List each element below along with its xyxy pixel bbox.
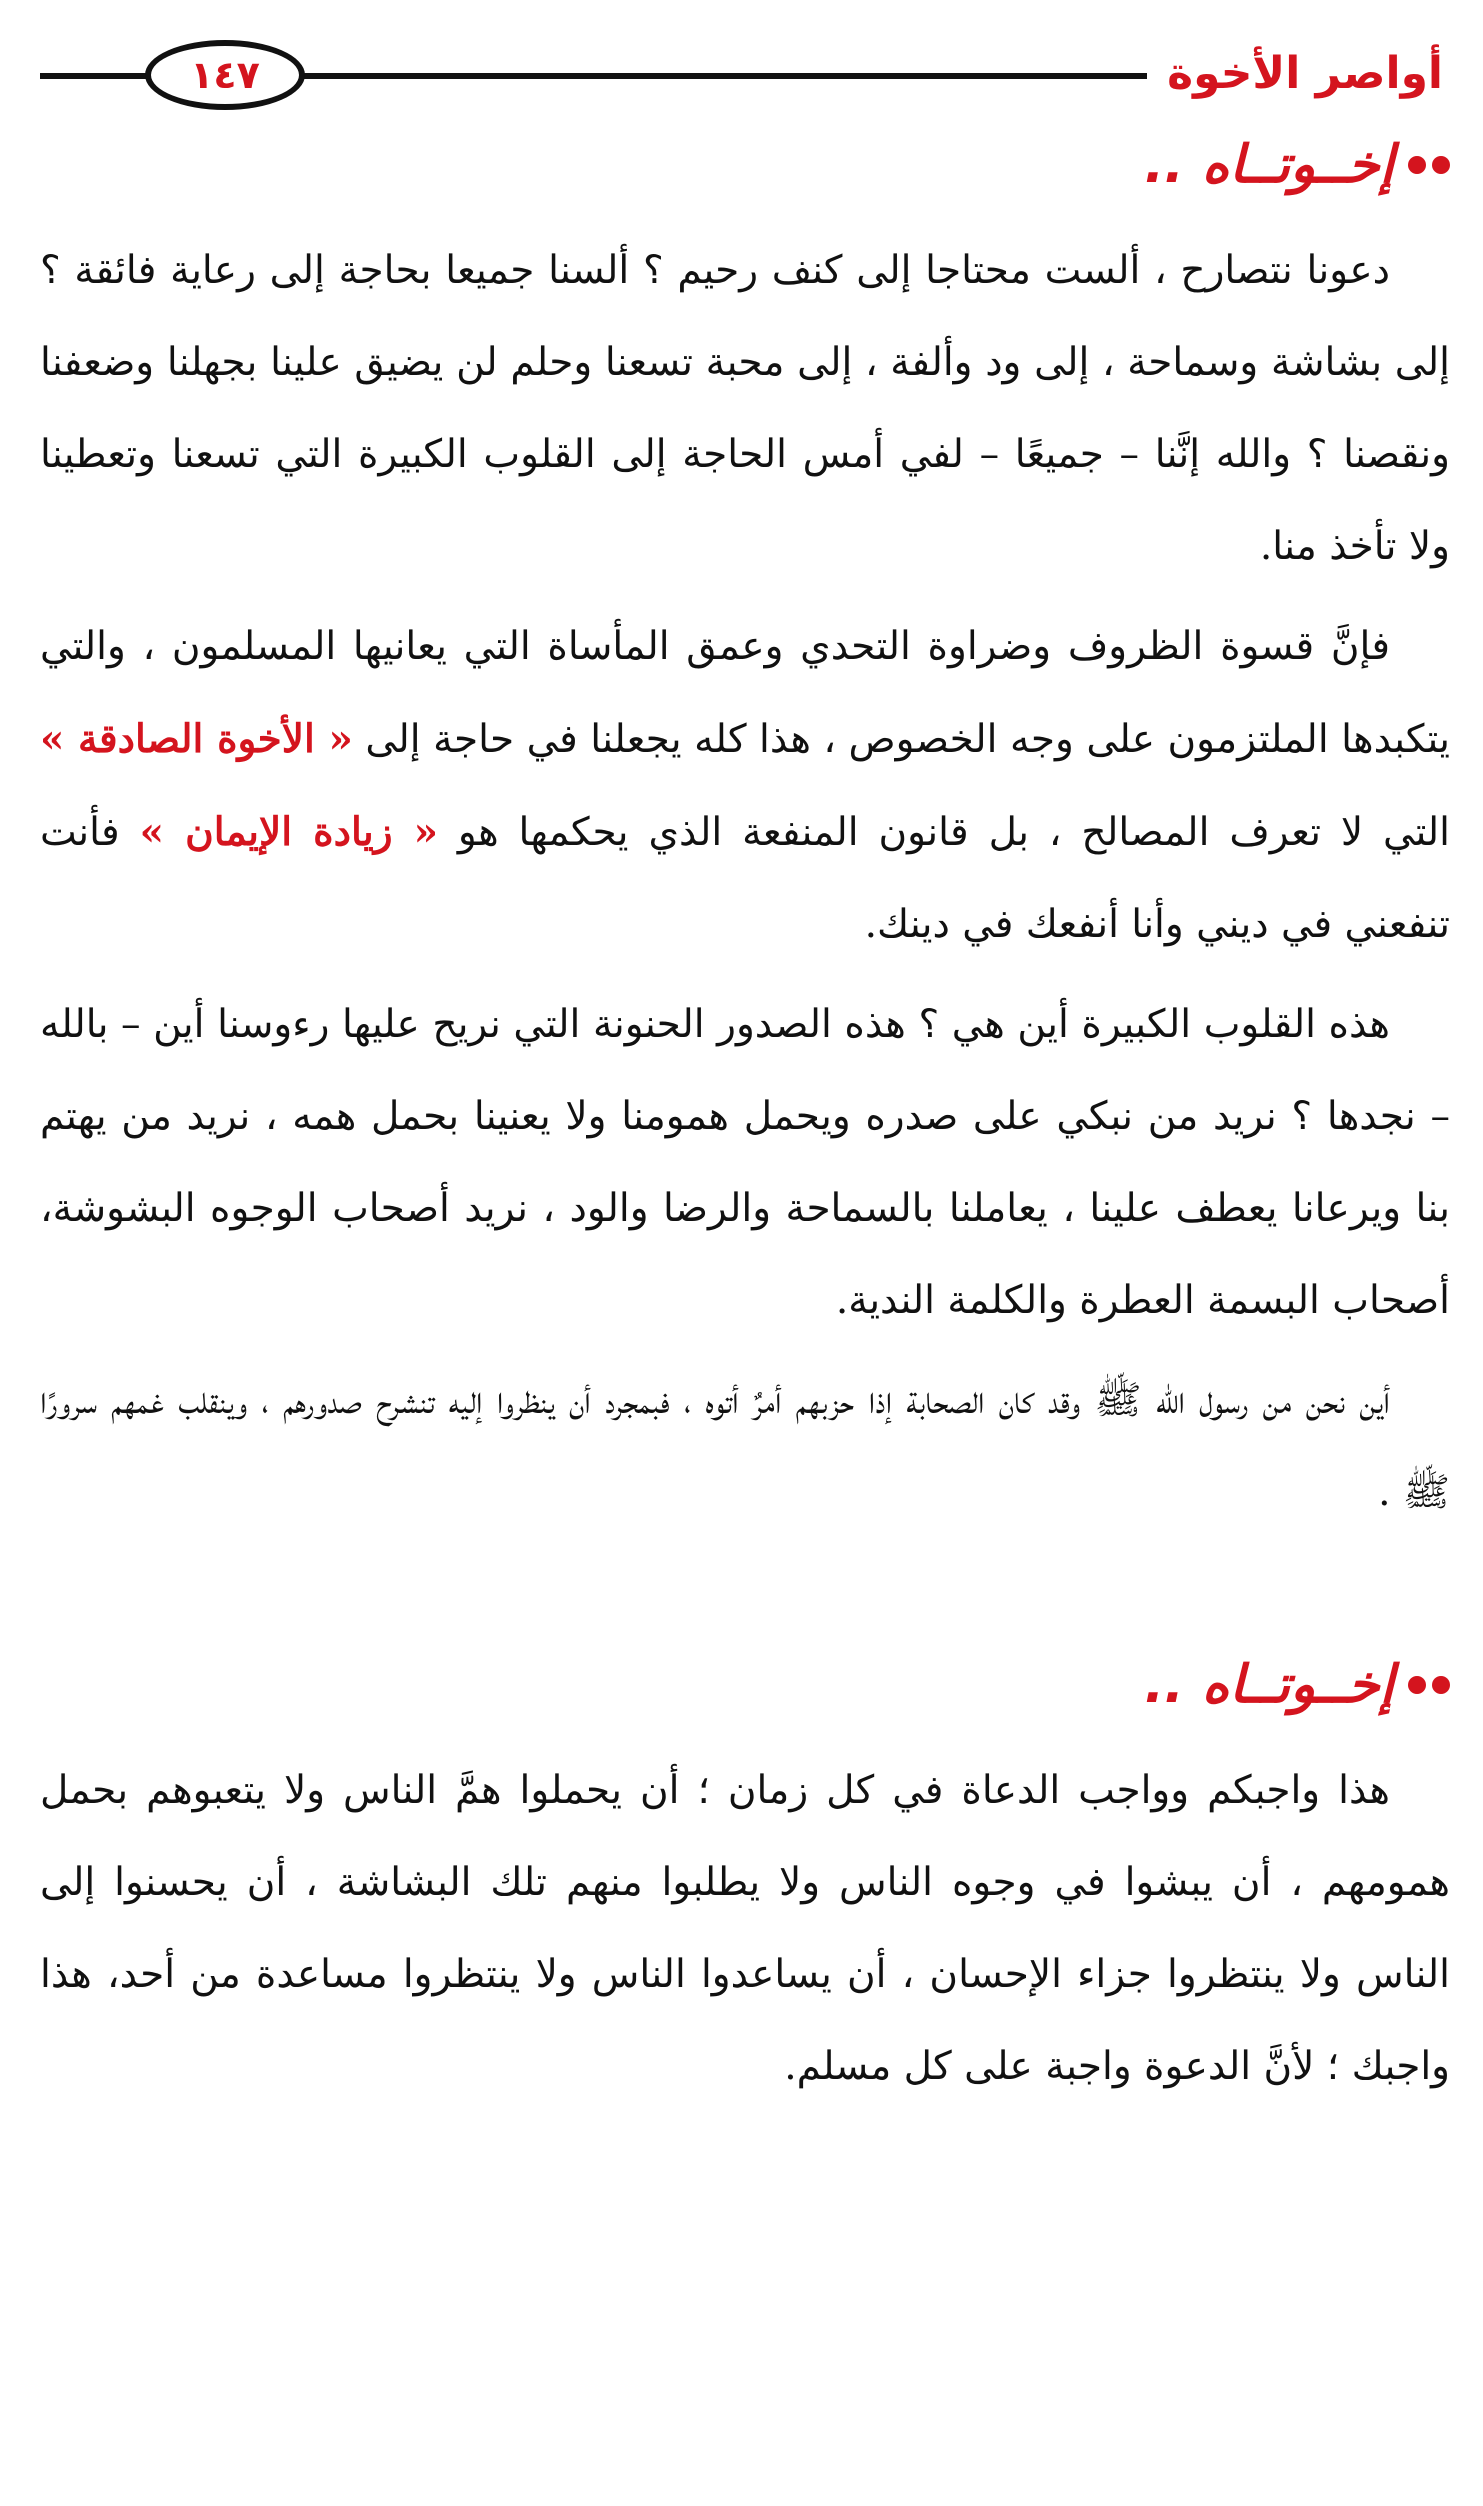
paragraph: دعونا نتصارح ، ألست محتاجا إلى كنف رحيم ؟ ألسنا جميعا بحاجة إلى رعاية فائقة ؟ إلى بشاشة وسماحة ، إلى ود وألفة ، إلى محبة تسعنا وحلم لن يضيق علينا بجهلنا وضعفنا ونقصنا ؟ والله إنَّنا – جميعًا – لفي أمس الحاجة إلى القلوب الكبيرة التي تسعنا وتعطينا ولا تأخذ منا.: [40, 248, 1450, 569]
paragraph-text: فأنت تنفعني في ديني وأنا أنفعك في دينك.: [40, 810, 1450, 947]
section-heading: [40, 125, 1450, 205]
paragraph: هذه القلوب الكبيرة أين هي ؟ هذه الصدور الحنونة التي نريح عليها رءوسنا أين – بالله – نجدها ؟ نريد من نبكي على صدره ويحمل همومنا ولا يعنينا بحمل همه ، نريد من يهتم بنا ويرعانا يعطف علينا ، يعاملنا بالسماحة والرضا والود ، نريد أصحاب الوجوه البشوشة، أصحاب البسمة العطرة والكلمة الندية.: [40, 1002, 1450, 1323]
section-heading-text: إخــوتــاه ..: [1144, 1655, 1394, 1715]
paragraph: [40, 601, 1450, 971]
highlight-increase-faith: « زيادة الإيمان »: [139, 809, 439, 855]
bullet-dots-icon: [1408, 156, 1450, 174]
paragraph-text: التي لا تعرف المصالح ، بل قانون المنفعة الذي يحكمها هو: [438, 810, 1450, 855]
section-heading-text: إخــوتــاه ..: [1144, 135, 1394, 195]
highlight-true-brotherhood: « الأخوة الصادقة »: [40, 716, 353, 762]
paragraph: هذا واجبكم وواجب الدعاة في كل زمان ؛ أن يحملوا همَّ الناس ولا يتعبوهم بحمل همومهم ، أن يبشوا في وجوه الناس ولا يطلبوا منهم تلك البشاشة ، أن يحسنوا إلى الناس ولا ينتظروا جزاء الإحسان ، أن يساعدوا الناس ولا ينتظروا مساعدة من أحد، هذا واجبك ؛ لأنَّ الدعوة واجبة على كل مسلم.: [40, 1768, 1450, 2089]
section-1: [40, 125, 1450, 1547]
paragraph-text: فإنَّ قسوة الظروف وضراوة التحدي وعمق المأساة التي يعانيها المسلمون ، والتي يتكبدها الملتزمون على وجه الخصوص ، هذا كله يجعلنا في حاجة إلى: [40, 624, 1450, 762]
paragraph: أين نحن من رسول الله ﷺ وقد كان الصحابة إذا حزبهم أمرٌ أتوه ، فبمجرد أن ينظروا إليه تنشرح صدورهم ، وينقلب غمهم سرورًا ﷺ .: [40, 1378, 1450, 1515]
page-number-oval: [145, 40, 305, 110]
section-heading: [40, 1645, 1450, 1725]
section-2: [40, 1645, 1450, 2121]
bullet-dots-icon: [1408, 1676, 1450, 1694]
page-header: [40, 40, 1443, 110]
page-number: ١٤٧: [190, 53, 260, 97]
book-title: أواصر الأخوة: [1147, 42, 1443, 106]
